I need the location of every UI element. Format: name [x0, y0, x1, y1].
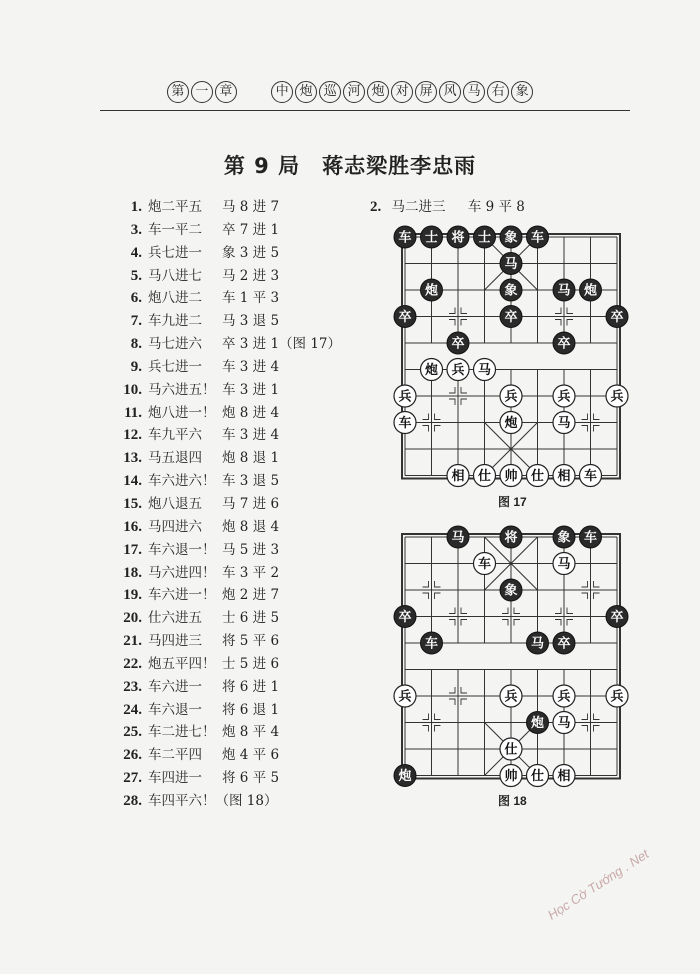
chapter-char: 右 [487, 81, 509, 103]
red-move: 马二进三 [391, 199, 446, 215]
move-number: 4. [130, 244, 142, 261]
red-piece [527, 465, 549, 487]
black-piece [474, 226, 496, 248]
red-piece [500, 685, 522, 707]
move-number: 26. [123, 747, 142, 764]
move-number: 25. [123, 724, 142, 741]
piece-label: 象 [504, 283, 518, 299]
red-piece [606, 385, 628, 407]
red-move: 车九平六 [148, 427, 202, 444]
black-move: 车 3 进 1 [222, 381, 280, 398]
red-piece [447, 359, 469, 381]
move-number: 24. [123, 701, 142, 718]
black-piece [421, 226, 443, 248]
piece-label: 炮 [583, 283, 598, 299]
red-move: 炮二平五 [148, 199, 202, 215]
move-number: 10. [123, 381, 142, 398]
black-move: 炮 8 退 4 [222, 518, 280, 535]
chapter-label [166, 80, 238, 99]
piece-label: 将 [451, 230, 465, 246]
piece-label: 马 [530, 636, 545, 652]
chapter-title [270, 80, 534, 99]
piece-label: 炮 [530, 716, 545, 731]
chapter-header [0, 80, 700, 103]
black-move: 将 5 平 6 [222, 633, 280, 650]
red-move: 车六进一！ [148, 587, 216, 604]
piece-label: 车 [583, 469, 598, 484]
chapter-char: 一 [191, 81, 213, 103]
black-piece [394, 306, 416, 328]
move-row [102, 562, 362, 585]
header-rule [100, 110, 630, 111]
red-piece [447, 465, 469, 487]
move-row [102, 356, 362, 379]
black-piece [447, 226, 469, 248]
red-move: 车六退一！ [148, 541, 216, 558]
red-move: 马六进五！ [148, 381, 216, 398]
black-move: 车 3 进 4 [222, 427, 280, 444]
red-move: 车四进一 [148, 770, 202, 787]
move-list [102, 196, 362, 813]
chapter-char: 屏 [415, 81, 437, 103]
piece-label: 兵 [610, 389, 624, 405]
piece-label: 兵 [557, 689, 571, 705]
red-piece [500, 465, 522, 487]
red-move: 兵七进一 [148, 244, 202, 261]
red-move: 炮八进一！ [148, 404, 216, 421]
piece-label: 兵 [398, 389, 412, 405]
black-piece [500, 526, 522, 548]
move-number: 1. [130, 199, 142, 215]
move-row [102, 630, 362, 653]
black-piece [527, 632, 549, 654]
red-piece [606, 685, 628, 707]
chapter-char: 巡 [319, 81, 341, 103]
move-row [102, 767, 362, 790]
red-piece [394, 385, 416, 407]
move-row [102, 516, 362, 539]
piece-label: 象 [557, 530, 571, 546]
move-number: 17. [123, 541, 142, 558]
black-move: 炮 8 进 4 [222, 404, 280, 421]
move-row [102, 790, 362, 813]
piece-label: 炮 [424, 283, 439, 299]
move-number: 22. [123, 655, 142, 672]
piece-label: 卒 [557, 636, 571, 652]
move-number: 18. [123, 564, 142, 581]
black-piece [553, 279, 575, 301]
red-move: 车六退一 [148, 701, 202, 718]
black-piece [500, 279, 522, 301]
move-row [102, 379, 362, 402]
black-move: 炮 2 进 7 [222, 587, 280, 604]
move-number: 12. [123, 427, 142, 444]
red-piece [500, 385, 522, 407]
black-move: 马 5 进 3 [222, 541, 280, 558]
move-number: 28. [123, 792, 142, 809]
move-number: 13. [123, 450, 142, 467]
black-move: 士 5 进 6 [222, 655, 280, 672]
piece-label: 马 [557, 716, 571, 731]
piece-label: 马 [504, 257, 518, 272]
move-row [102, 196, 362, 219]
move-row [102, 493, 362, 516]
red-piece [580, 465, 602, 487]
black-piece [447, 526, 469, 548]
red-piece [527, 765, 549, 787]
piece-label: 相 [557, 769, 571, 784]
piece-label: 卒 [451, 336, 465, 352]
black-move: 马 3 退 5 [222, 313, 280, 330]
move-row [102, 447, 362, 470]
chapter-char: 炮 [367, 81, 389, 103]
chapter-char: 炮 [295, 81, 317, 103]
black-move: 将 6 平 5 [222, 770, 280, 787]
chapter-char: 章 [215, 81, 237, 103]
black-move: 车 9 平 8 [467, 199, 525, 215]
move-row [102, 744, 362, 767]
black-piece [394, 765, 416, 787]
piece-label: 将 [504, 530, 518, 546]
black-piece [606, 606, 628, 628]
move-number: 5. [130, 267, 142, 284]
red-move: 马四进三 [148, 633, 202, 650]
piece-label: 相 [557, 469, 571, 484]
piece-label: 炮 [424, 363, 439, 378]
red-move: 马四进六 [148, 518, 202, 535]
black-piece [500, 306, 522, 328]
move-number: 8. [130, 336, 142, 353]
piece-label: 车 [530, 230, 545, 246]
black-piece [527, 226, 549, 248]
move-number: 9. [130, 358, 142, 375]
red-piece [421, 359, 443, 381]
piece-label: 仕 [504, 742, 518, 758]
chapter-char: 风 [439, 81, 461, 103]
move-number: 15. [123, 495, 142, 512]
black-move: 炮 8 平 4 [222, 724, 280, 741]
red-move: 车六进六！ [148, 473, 216, 490]
piece-label: 车 [398, 230, 412, 246]
piece-label: 兵 [610, 689, 624, 705]
red-piece [553, 465, 575, 487]
red-move: 马八进七 [148, 267, 202, 284]
black-piece [500, 579, 522, 601]
move-number: 11. [124, 404, 142, 421]
move-row [102, 721, 362, 744]
chapter-char: 对 [391, 81, 413, 103]
red-piece [500, 765, 522, 787]
piece-label: 炮 [504, 416, 518, 431]
move-row [102, 607, 362, 630]
black-move: 卒 3 进 1（图 17） [222, 336, 342, 353]
move-row [102, 287, 362, 310]
black-move: 马 2 进 3 [222, 267, 280, 284]
move-number: 23. [123, 678, 142, 695]
piece-label: 帅 [504, 469, 518, 484]
red-piece [553, 685, 575, 707]
chapter-char: 中 [271, 81, 293, 103]
piece-label: 车 [583, 530, 598, 546]
move-number: 16. [123, 518, 142, 535]
piece-label: 车 [398, 416, 412, 431]
piece-label: 兵 [557, 389, 571, 405]
move-row [102, 265, 362, 288]
black-move: 炮 8 退 1 [222, 450, 280, 467]
black-piece [394, 226, 416, 248]
move-row [102, 333, 362, 356]
red-move: 车六进一 [148, 678, 202, 695]
black-piece [500, 226, 522, 248]
move-row [102, 470, 362, 493]
red-piece [474, 359, 496, 381]
red-move: 仕六进五 [148, 610, 202, 627]
black-piece [394, 606, 416, 628]
black-move: 车 3 平 2 [222, 564, 280, 581]
red-move: 马六进四！ [148, 564, 216, 581]
red-move: 炮五平四！ [148, 655, 216, 672]
move-row [102, 219, 362, 242]
chapter-char: 马 [463, 81, 485, 103]
black-piece [606, 306, 628, 328]
piece-label: 卒 [504, 310, 518, 325]
black-move: 将 6 退 1 [222, 701, 280, 718]
piece-label: 马 [557, 557, 571, 572]
move-number: 14. [123, 473, 142, 490]
piece-label: 马 [477, 363, 492, 378]
chapter-char: 河 [343, 81, 365, 103]
piece-label: 象 [504, 230, 518, 246]
red-piece [553, 412, 575, 434]
piece-label: 马 [557, 416, 571, 431]
black-piece [527, 712, 549, 734]
piece-label: 卒 [398, 310, 412, 325]
board-diagram-17 [380, 225, 640, 490]
black-piece [580, 526, 602, 548]
move-row [102, 539, 362, 562]
red-move: 炮八退五 [148, 495, 202, 512]
black-move: 象 3 进 5 [222, 244, 280, 261]
black-move: 将 6 进 1 [222, 678, 280, 695]
piece-label: 兵 [504, 689, 518, 705]
red-move: 炮八进二 [148, 290, 202, 307]
black-piece [421, 632, 443, 654]
piece-label: 马 [557, 283, 571, 299]
black-move: 车 3 退 5 [222, 473, 280, 490]
piece-label: 卒 [610, 310, 624, 325]
black-piece [580, 279, 602, 301]
black-move: 士 6 进 5 [222, 610, 280, 627]
red-move: 马七进六 [148, 336, 202, 353]
move-number: 27. [123, 770, 142, 787]
red-piece [553, 553, 575, 575]
chapter-char: 象 [511, 81, 533, 103]
red-piece [500, 738, 522, 760]
piece-label: 卒 [557, 336, 571, 352]
move-number: 21. [123, 633, 142, 650]
black-piece [553, 632, 575, 654]
black-piece [421, 279, 443, 301]
red-piece [394, 685, 416, 707]
black-piece [553, 526, 575, 548]
black-piece [553, 332, 575, 354]
move-number: 2. [370, 199, 382, 215]
move-row [102, 310, 362, 333]
black-move: 炮 4 平 6 [222, 747, 280, 764]
move-number: 3. [130, 221, 142, 238]
red-move: 车二进七！ [148, 724, 216, 741]
chapter-char: 第 [167, 81, 189, 103]
black-move: 马 7 进 6 [222, 495, 280, 512]
move-row [102, 653, 362, 676]
red-piece [394, 412, 416, 434]
piece-label: 卒 [610, 610, 624, 625]
piece-label: 仕 [530, 769, 545, 784]
piece-label: 车 [424, 636, 439, 652]
black-piece [447, 332, 469, 354]
piece-label: 相 [451, 469, 465, 484]
piece-label: 帅 [504, 769, 518, 784]
move-number: 7. [130, 313, 142, 330]
move-row [102, 676, 362, 699]
black-move: 马 8 进 7 [222, 199, 280, 215]
piece-label: 炮 [398, 769, 412, 784]
black-move: 车 3 进 4 [222, 358, 280, 375]
diagram-caption: 图 17 [498, 495, 527, 509]
move-number: 19. [123, 587, 142, 604]
move-row [370, 196, 525, 219]
red-move: 车九进二 [148, 313, 202, 330]
red-piece [474, 465, 496, 487]
piece-label: 兵 [504, 389, 518, 405]
watermark: Học Cờ Tướng . Net [545, 846, 652, 923]
piece-label: 车 [477, 557, 492, 572]
red-piece [500, 412, 522, 434]
black-move: 卒 7 进 1 [222, 221, 280, 238]
red-move: 车一平二 [148, 221, 202, 238]
black-piece [500, 253, 522, 275]
piece-label: 士 [477, 230, 492, 246]
move-row [102, 584, 362, 607]
piece-label: 马 [451, 530, 465, 546]
red-move: 车二平四 [148, 747, 202, 764]
piece-label: 兵 [451, 363, 465, 378]
diagram-caption: 图 18 [498, 794, 527, 808]
red-piece [474, 553, 496, 575]
piece-label: 象 [504, 583, 518, 599]
move-row [102, 424, 362, 447]
red-move: 兵七进一 [148, 358, 202, 375]
game-title: 第 9 局 蒋志梁胜李忠雨 [223, 154, 477, 178]
move-number: 6. [130, 290, 142, 307]
black-move: 车 1 平 3 [222, 290, 280, 307]
piece-label: 卒 [398, 610, 412, 625]
move-number: 20. [123, 610, 142, 627]
move-row [102, 699, 362, 722]
move-row [102, 402, 362, 425]
piece-label: 兵 [398, 689, 412, 705]
red-move: 马五退四 [148, 450, 202, 467]
piece-label: 仕 [477, 469, 492, 484]
piece-label: 仕 [530, 469, 545, 484]
move-row [102, 242, 362, 265]
red-move: 车四平六！（图 18） [148, 792, 278, 809]
red-piece [553, 385, 575, 407]
board-diagram-18 [380, 525, 640, 790]
red-piece [553, 712, 575, 734]
piece-label: 士 [424, 230, 439, 246]
red-piece [553, 765, 575, 787]
